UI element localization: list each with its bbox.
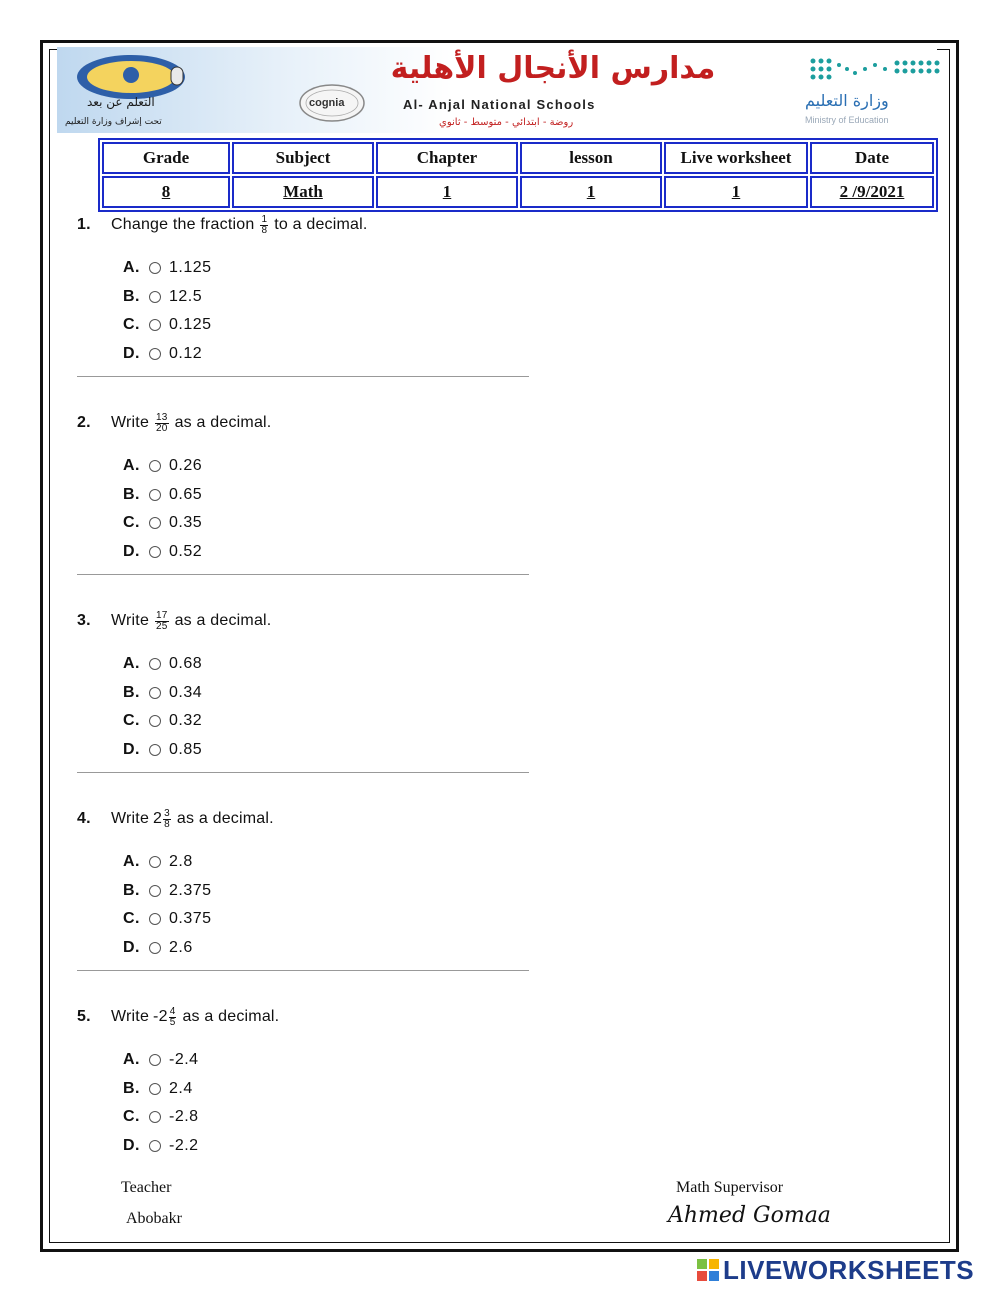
option-text: 12.5	[169, 287, 203, 305]
answer-options	[123, 254, 537, 368]
option-d[interactable]	[123, 736, 537, 765]
value-date: 2 /9/2021	[810, 176, 934, 208]
fraction-denominator: 8	[164, 818, 170, 830]
question-prefix: Write	[111, 1008, 150, 1025]
question-suffix: as a decimal.	[176, 810, 274, 827]
question-prefix: Write	[111, 414, 150, 431]
value-chapter: 1	[376, 176, 518, 208]
supervisor-label: Math Supervisor	[676, 1179, 784, 1196]
option-letter: D.	[123, 938, 140, 956]
option-a[interactable]	[123, 254, 537, 283]
question-stem	[77, 408, 537, 438]
school-name-arabic: مدارس الأنجال الأهلية	[390, 51, 716, 86]
question-suffix: as a decimal.	[182, 1008, 280, 1025]
question-suffix: as a decimal.	[174, 612, 272, 629]
question-stem	[77, 804, 537, 834]
option-b[interactable]	[123, 481, 537, 510]
info-header-row	[102, 142, 934, 174]
question-suffix: to a decimal.	[274, 216, 368, 233]
fraction-denominator: 8	[261, 224, 268, 236]
worksheet-frame	[40, 40, 959, 1252]
option-a[interactable]	[123, 848, 537, 877]
question-1	[77, 210, 537, 377]
fraction-denominator: 5	[169, 1016, 176, 1028]
radio-icon[interactable]	[149, 856, 161, 868]
question-prefix: Write	[111, 810, 150, 827]
fraction-denominator: 25	[156, 620, 168, 632]
option-text: 0.65	[169, 485, 203, 503]
option-b[interactable]	[123, 283, 537, 312]
question-divider	[77, 574, 529, 575]
value-live-worksheet: 1	[664, 176, 808, 208]
option-b[interactable]	[123, 877, 537, 906]
option-text: -2.4	[169, 1051, 199, 1069]
header-date: Date	[810, 142, 934, 174]
question-stem	[77, 210, 537, 240]
option-letter: D.	[123, 542, 140, 560]
question-divider	[77, 970, 529, 971]
question-suffix: as a decimal.	[174, 414, 272, 431]
option-text: 0.26	[169, 457, 203, 475]
answer-options	[123, 848, 537, 962]
school-header-banner	[57, 47, 937, 133]
option-letter: C.	[123, 316, 140, 334]
fraction-numerator: 17	[156, 609, 168, 621]
option-c[interactable]	[123, 1103, 537, 1132]
radio-icon[interactable]	[149, 687, 161, 699]
option-text: 0.125	[169, 316, 212, 334]
option-text: 2.4	[169, 1079, 193, 1097]
option-c[interactable]	[123, 905, 537, 934]
option-text: 1.125	[169, 259, 212, 277]
value-lesson: 1	[520, 176, 662, 208]
school-name-english: Al- Anjal National Schools	[403, 97, 596, 112]
radio-icon[interactable]	[149, 658, 161, 670]
radio-icon[interactable]	[149, 942, 161, 954]
question-prefix: Change the fraction	[111, 216, 255, 233]
radio-icon[interactable]	[149, 1083, 161, 1095]
option-text: 0.34	[169, 683, 203, 701]
header-grade: Grade	[102, 142, 230, 174]
teacher-label: Teacher	[121, 1179, 172, 1196]
answer-options	[123, 1046, 537, 1160]
question-5	[77, 1002, 537, 1160]
option-text: 2.6	[169, 938, 193, 956]
radio-icon[interactable]	[149, 885, 161, 897]
option-letter: B.	[123, 1079, 140, 1097]
question-2	[77, 408, 537, 575]
option-letter: A.	[123, 259, 140, 277]
radio-icon[interactable]	[149, 715, 161, 727]
question-3	[77, 606, 537, 773]
option-text: -2.8	[169, 1108, 199, 1126]
option-text: 0.375	[169, 910, 212, 928]
fraction	[260, 215, 268, 236]
option-letter: A.	[123, 457, 140, 475]
radio-icon[interactable]	[149, 460, 161, 472]
option-text: 0.68	[169, 655, 203, 673]
header-lesson: lesson	[520, 142, 662, 174]
radio-icon[interactable]	[149, 546, 161, 558]
radio-icon[interactable]	[149, 1111, 161, 1123]
option-b[interactable]	[123, 679, 537, 708]
option-letter: C.	[123, 910, 140, 928]
option-letter: D.	[123, 740, 140, 758]
fraction	[155, 611, 169, 632]
option-d[interactable]	[123, 1132, 537, 1161]
fraction-numerator: 4	[169, 1005, 176, 1017]
answer-options	[123, 452, 537, 566]
radio-icon[interactable]	[149, 489, 161, 501]
option-d[interactable]	[123, 340, 537, 369]
school-levels: روضة - ابتدائي - متوسط - ثانوي	[439, 117, 574, 128]
teacher-name: Abobakr	[126, 1210, 182, 1227]
brand-name: LIVEWORKSHEETS	[723, 1254, 975, 1285]
option-text: -2.2	[169, 1136, 199, 1154]
option-letter: A.	[123, 853, 140, 871]
question-divider	[77, 772, 529, 773]
supervisor-signature: Ahmed Gomaa	[668, 1203, 831, 1228]
liveworksheets-brand	[697, 1254, 974, 1286]
school-supervision-note: تحت إشراف وزارة التعليم	[65, 117, 162, 127]
option-letter: C.	[123, 712, 140, 730]
option-a[interactable]	[123, 650, 537, 679]
option-text: 2.8	[169, 853, 193, 871]
option-letter: A.	[123, 655, 140, 673]
option-letter: B.	[123, 485, 140, 503]
option-d[interactable]	[123, 538, 537, 567]
radio-icon[interactable]	[149, 1054, 161, 1066]
option-a[interactable]	[123, 452, 537, 481]
fraction	[169, 1007, 177, 1028]
question-4	[77, 804, 537, 971]
option-text: 0.35	[169, 514, 203, 532]
fraction-numerator: 3	[164, 807, 170, 819]
radio-icon[interactable]	[149, 262, 161, 274]
radio-icon[interactable]	[149, 913, 161, 925]
question-number: 3.	[77, 612, 91, 629]
cognia-label: cognia	[309, 97, 345, 109]
option-text: 0.12	[169, 344, 203, 362]
question-number: 1.	[77, 216, 91, 233]
ministry-name-english: Ministry of Education	[805, 115, 889, 125]
option-letter: B.	[123, 287, 140, 305]
option-letter: B.	[123, 881, 140, 899]
header-subject: Subject	[232, 142, 374, 174]
question-stem	[77, 606, 537, 636]
option-letter: B.	[123, 683, 140, 701]
option-text: 0.32	[169, 712, 203, 730]
option-letter: C.	[123, 514, 140, 532]
option-c[interactable]	[123, 707, 537, 736]
fraction-denominator: 20	[156, 422, 168, 434]
option-letter: D.	[123, 1136, 140, 1154]
header-live-worksheet: Live worksheet	[664, 142, 808, 174]
radio-icon[interactable]	[149, 291, 161, 303]
option-text: 0.85	[169, 740, 203, 758]
question-stem	[77, 1002, 537, 1032]
option-c[interactable]	[123, 509, 537, 538]
question-number: 4.	[77, 810, 91, 827]
option-b[interactable]	[123, 1075, 537, 1104]
radio-icon[interactable]	[149, 348, 161, 360]
worksheet-info-table	[98, 138, 938, 212]
option-letter: A.	[123, 1051, 140, 1069]
radio-icon[interactable]	[149, 517, 161, 529]
answer-options	[123, 650, 537, 764]
fraction-numerator: 1	[261, 213, 268, 225]
value-grade: 8	[102, 176, 230, 208]
fraction	[163, 809, 171, 830]
option-a[interactable]	[123, 1046, 537, 1075]
header-chapter: Chapter	[376, 142, 518, 174]
radio-icon[interactable]	[149, 744, 161, 756]
fraction-numerator: 13	[156, 411, 168, 423]
value-subject: Math	[232, 176, 374, 208]
radio-icon[interactable]	[149, 1140, 161, 1152]
fraction	[155, 413, 169, 434]
option-c[interactable]	[123, 311, 537, 340]
question-prefix: Write	[111, 612, 150, 629]
question-number: 2.	[77, 414, 91, 431]
liveworksheets-logo-icon	[697, 1259, 719, 1281]
question-number: 5.	[77, 1008, 91, 1025]
mixed-number-whole: 2	[153, 810, 163, 827]
option-letter: C.	[123, 1108, 140, 1126]
school-motto: التعلم عن بعد	[87, 95, 155, 109]
option-d[interactable]	[123, 934, 537, 963]
ministry-logo-icon	[805, 55, 945, 85]
option-letter: D.	[123, 344, 140, 362]
info-value-row	[102, 176, 934, 208]
option-text: 2.375	[169, 881, 212, 899]
option-text: 0.52	[169, 542, 203, 560]
radio-icon[interactable]	[149, 319, 161, 331]
mixed-number-whole: -2	[153, 1008, 168, 1025]
question-divider	[77, 376, 529, 377]
ministry-name-arabic: وزارة التعليم	[805, 91, 889, 110]
